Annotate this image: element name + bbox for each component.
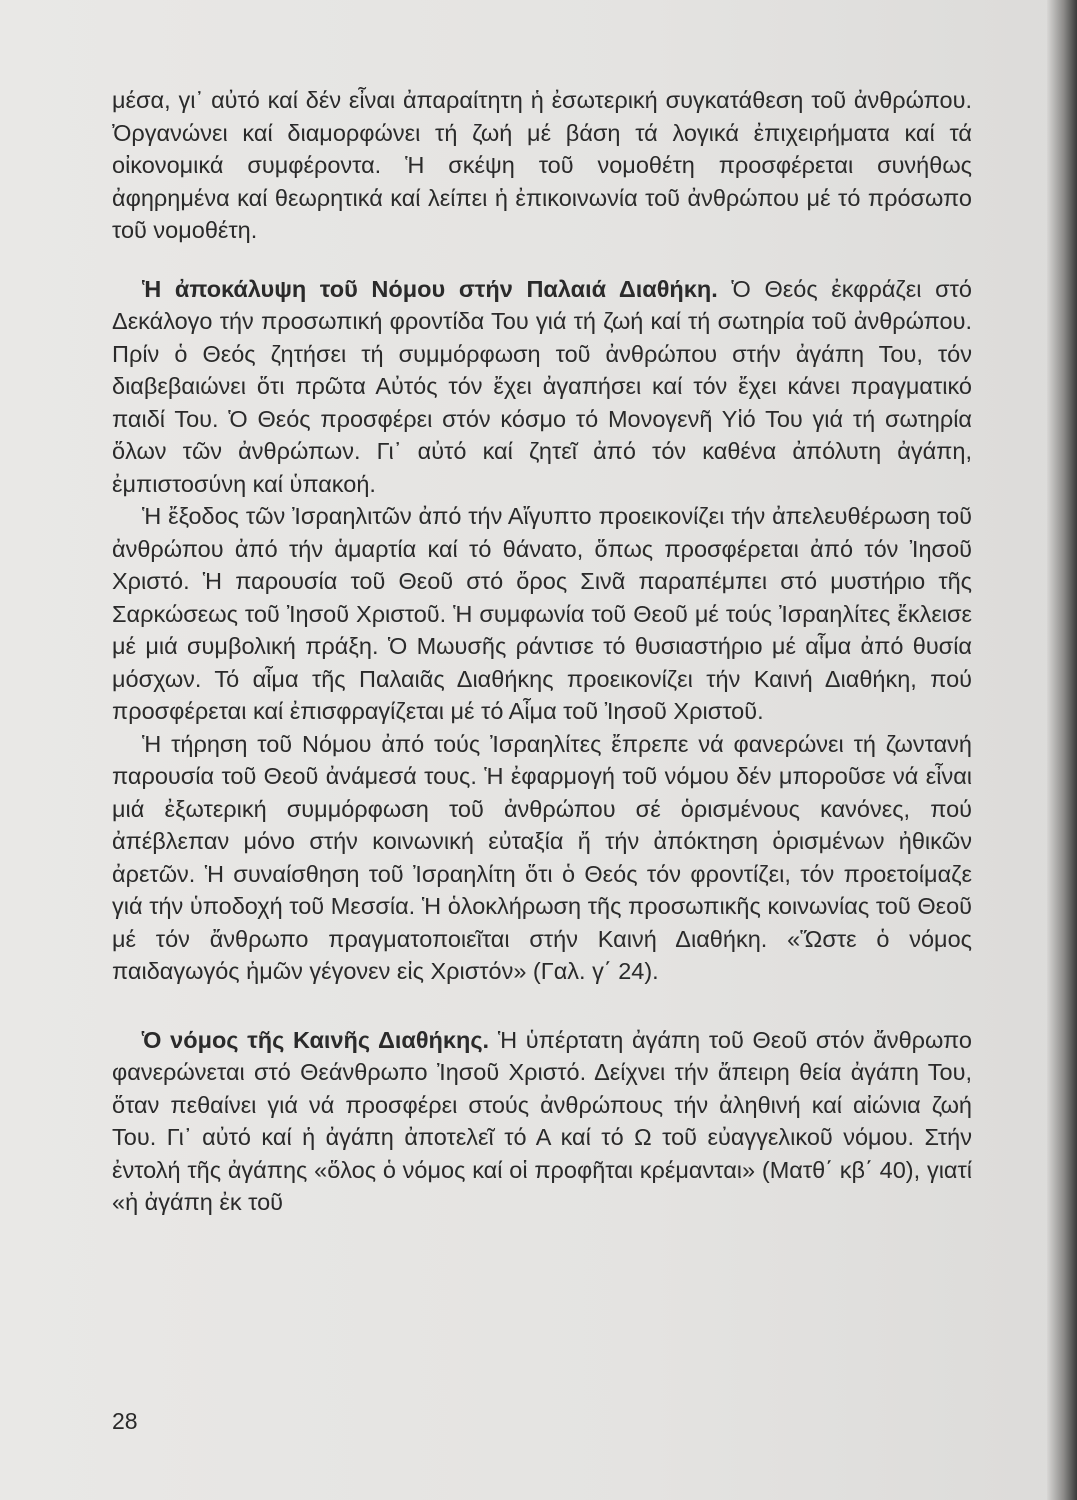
page-number: 28	[112, 1408, 138, 1434]
paragraph-exodus	[112, 500, 972, 728]
paragraph-text: Ὁ Θεός ἐκφράζει στό Δεκάλογο τήν προσωπική φροντίδα Του γιά τή ζωή καί τή σωτηρία τοῦ ἀνθρώπου. Πρίν ὁ Θεός ζητήσει τή συμμόρφωση τοῦ ἀνθρώπου στήν ἀγάπη Του, τόν διαβεβαιώνει ὅτι πρῶτα Αὐτός τόν ἔχει ἀγαπήσει καί τόν ἔχει κάνει πραγματικό παιδί Του. Ὁ Θεός προσφέρει στόν κόσμο τό Μονογενῆ Υἱό Του γιά τή σωτηρία ὅλων τῶν ἀνθρώπων. Γι᾿ αὐτό καί ζητεῖ ἀπό τόν καθένα ἀπόλυτη ἀγάπη, ἐμπιστοσύνη καί ὑπακοή.	[112, 275, 972, 497]
section-heading-old-testament: Ἡ ἀποκάλυψη τοῦ Νόμου στήν Παλαιά Διαθήκη.	[142, 275, 718, 302]
paragraph-continuation	[112, 84, 972, 247]
body-text	[112, 84, 972, 1219]
paragraph-text: Ἡ ὑπέρτατη ἀγάπη τοῦ Θεοῦ στόν ἄνθρωπο φανερώνεται στό Θεάνθρωπο Ἰησοῦ Χριστό. Δείχνει τήν ἄπειρη θεία ἀγάπη Του, ὅταν πεθαίνει γιά νά προσφέρει στούς ἀνθρώπους τήν ἀληθινή καί αἰώνια ζωή Του. Γι᾿ αὐτό καί ἡ ἀγάπη ἀποτελεῖ τό Α καί τό Ω τοῦ εὐαγγελικοῦ νόμου. Στήν ἐντολή τῆς ἀγάπης «ὅλος ὁ νόμος καί οἱ προφῆται κρέμανται» (Ματθ΄ κβ΄ 40), γιατί «ἡ ἀγάπη ἐκ τοῦ	[112, 1026, 972, 1215]
paragraph-old-testament-law	[112, 273, 972, 501]
paragraph-new-testament-law	[112, 1024, 972, 1219]
section-heading-new-testament: Ὁ νόμος τῆς Καινῆς Διαθήκης.	[142, 1026, 490, 1053]
paragraph-law-observance	[112, 728, 972, 988]
paragraph-text: Ἡ τήρηση τοῦ Νόμου ἀπό τούς Ἰσραηλίτες ἔπρεπε νά φανερώνει τή ζωντανή παρουσία τοῦ Θεοῦ ἀνάμεσά τους. Ἡ ἐφαρμογή τοῦ νόμου δέν μποροῦσε νά εἶναι μιά ἐξωτερική συμμόρφωση τοῦ ἀνθρώπου σέ ὁρισμένους κανόνες, πού ἀπέβλεπαν μόνο στήν κοινωνική εὐταξία ἤ τήν ἀπόκτηση ὁρισμένων ἠθικῶν ἀρετῶν. Ἡ συναίσθηση τοῦ Ἰσραηλίτη ὅτι ὁ Θεός τόν φροντίζει, τόν προετοίμαζε γιά τήν ὑποδοχή τοῦ Μεσσία. Ἡ ὁλοκλήρωση τῆς προσωπικῆς κοινωνίας τοῦ Θεοῦ μέ τόν ἄνθρωπο πραγματοποιεῖται στήν Καινή Διαθήκη. «Ὥστε ὁ νόμος παιδαγωγός ἡμῶν γέγονεν εἰς Χριστόν» (Γαλ. γ΄ 24).	[112, 730, 972, 984]
paragraph-text: Ἡ ἔξοδος τῶν Ἰσραηλιτῶν ἀπό τήν Αἴγυπτο προεικονίζει τήν ἀπελευθέρωση τοῦ ἀνθρώπου ἀπό τήν ἁμαρτία καί τό θάνατο, ὅπως προσφέρεται ἀπό τόν Ἰησοῦ Χριστό. Ἡ παρουσία τοῦ Θεοῦ στό ὄρος Σινᾶ παραπέμπει στό μυστήριο τῆς Σαρκώσεως τοῦ Ἰησοῦ Χριστοῦ. Ἡ συμφωνία τοῦ Θεοῦ μέ τούς Ἰσραηλίτες ἔκλεισε μέ μιά συμβολική πράξη. Ὁ Μωυσῆς ράντισε τό θυσιαστήριο μέ αἷμα ἀπό θυσία μόσχων. Τό αἷμα τῆς Παλαιᾶς Διαθήκης προεικονίζει τήν Καινή Διαθήκη, πού προσφέρεται καί ἐπισφραγίζεται μέ τό Αἷμα τοῦ Ἰησοῦ Χριστοῦ.	[112, 503, 972, 724]
book-spine-shadow	[1047, 0, 1077, 1500]
paragraph-text: μέσα, γι᾿ αὐτό καί δέν εἶναι ἀπαραίτητη ἡ ἐσωτερική συγκατάθεση τοῦ ἀνθρώπου. Ὀργανώνει καί διαμορφώνει τή ζωή μέ βάση τά λογικά ἐπιχειρήματα καί τά οἰκονομικά συμφέροντα. Ἡ σκέψη τοῦ νομοθέτη προσφέρεται συνήθως ἀφηρημένα καί θεωρητικά καί λείπει ἡ ἐπικοινωνία τοῦ ἀνθρώπου μέ τό πρόσωπο τοῦ νομοθέτη.	[112, 87, 972, 243]
